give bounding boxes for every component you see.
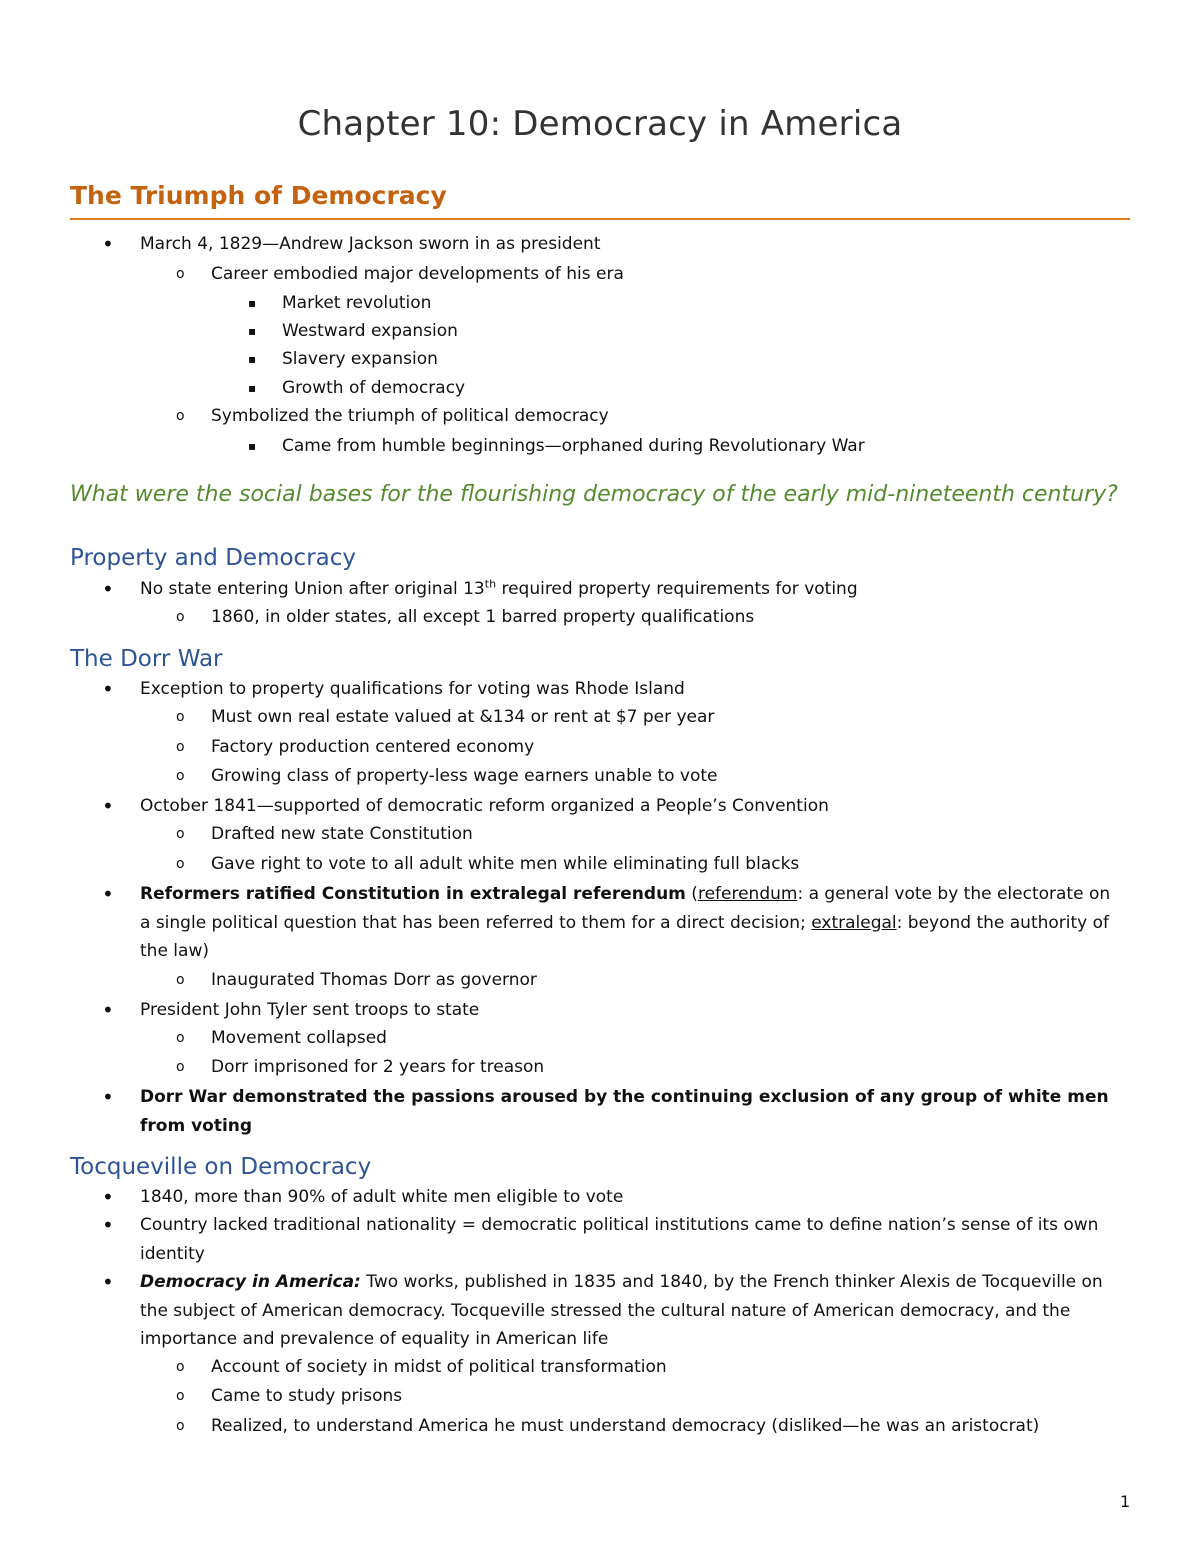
text: ( bbox=[685, 884, 698, 904]
list-item: 1840, more than 90% of adult white men eligible to vote bbox=[140, 1187, 624, 1207]
circle-bullet-icon: o bbox=[176, 768, 185, 784]
bullet-icon: • bbox=[102, 794, 114, 818]
tocqueville-heading: Tocqueville on Democracy bbox=[70, 1154, 372, 1180]
list-item: Growing class of property-less wage earners unable to vote bbox=[211, 766, 718, 786]
superscript: th bbox=[484, 577, 497, 591]
list-item: Came to study prisons bbox=[211, 1386, 403, 1406]
list-item: March 4, 1829—Andrew Jackson sworn in as president bbox=[140, 234, 601, 254]
circle-bullet-icon: o bbox=[176, 609, 185, 625]
text: required property requirements for voting bbox=[496, 579, 858, 599]
square-bullet-icon: ▪ bbox=[248, 439, 257, 453]
circle-bullet-icon: o bbox=[176, 709, 185, 725]
text: : a general vote by the electorate on a single political question that has been referred to them for a direct decision; bbox=[140, 884, 1111, 933]
page-title: Chapter 10: Democracy in America bbox=[297, 104, 903, 144]
list-item: Account of society in midst of political transformation bbox=[211, 1357, 667, 1377]
circle-bullet-icon: o bbox=[176, 408, 185, 424]
list-item: Factory production centered economy bbox=[211, 737, 535, 757]
bullet-icon: • bbox=[102, 232, 114, 256]
circle-bullet-icon: o bbox=[176, 266, 185, 282]
bullet-icon: • bbox=[102, 677, 114, 701]
circle-bullet-icon: o bbox=[176, 972, 185, 988]
circle-bullet-icon: o bbox=[176, 1059, 185, 1075]
list-item: Career embodied major developments of his era bbox=[211, 264, 624, 284]
circle-bullet-icon: o bbox=[176, 826, 185, 842]
text: : beyond the authority of the law) bbox=[140, 912, 1110, 961]
bold-text: Reformers ratified Constitution in extralegal referendum bbox=[140, 884, 686, 904]
circle-bullet-icon: o bbox=[176, 1388, 185, 1404]
list-item: Growth of democracy bbox=[282, 378, 466, 398]
bullet-icon: • bbox=[102, 1270, 114, 1294]
list-item: Inaugurated Thomas Dorr as governor bbox=[211, 970, 537, 990]
circle-bullet-icon: o bbox=[176, 1418, 185, 1434]
circle-bullet-icon: o bbox=[176, 856, 185, 872]
text: No state entering Union after original 13 bbox=[140, 579, 485, 599]
list-item: Symbolized the triumph of political democracy bbox=[211, 406, 609, 426]
list-item: Market revolution bbox=[282, 293, 432, 313]
book-title: Democracy in America: bbox=[140, 1272, 361, 1292]
list-item: Country lacked traditional nationality = democratic political institutions came to define nation’s sense of its own identity bbox=[140, 1215, 1099, 1264]
property-heading: Property and Democracy bbox=[70, 545, 357, 571]
list-item: Dorr War demonstrated the passions aroused by the continuing exclusion of any group of white men from voting bbox=[140, 1087, 1109, 1136]
question-heading: What were the social bases for the flourishing democracy of the early mid-nineteenth century? bbox=[70, 482, 1118, 507]
list-item: Dorr imprisoned for 2 years for treason bbox=[211, 1057, 545, 1077]
list-item: Movement collapsed bbox=[211, 1028, 387, 1048]
bullet-icon: • bbox=[102, 1185, 114, 1209]
bullet-icon: • bbox=[102, 1085, 114, 1109]
list-item: Exception to property qualifications for voting was Rhode Island bbox=[140, 679, 685, 699]
square-bullet-icon: ▪ bbox=[248, 296, 257, 310]
text: Two works, published in 1835 and 1840, by the French thinker Alexis de Tocqueville on the subject of American democracy. Tocqueville stressed the cultural nature of American democracy, and the importance and prevalence of equality in American life bbox=[140, 1272, 1103, 1349]
list-item: Slavery expansion bbox=[282, 349, 438, 369]
list-item: Drafted new state Constitution bbox=[211, 824, 473, 844]
circle-bullet-icon: o bbox=[176, 1030, 185, 1046]
term: referendum bbox=[697, 884, 798, 904]
bullet-icon: • bbox=[102, 577, 114, 601]
list-item bbox=[140, 1268, 1125, 1354]
list-item: Realized, to understand America he must understand democracy (disliked—he was an aristocrat) bbox=[211, 1416, 1040, 1436]
list-item: Came from humble beginnings—orphaned during Revolutionary War bbox=[282, 436, 865, 456]
square-bullet-icon: ▪ bbox=[248, 324, 257, 338]
circle-bullet-icon: o bbox=[176, 1359, 185, 1375]
list-item bbox=[140, 575, 858, 604]
page-number: 1 bbox=[1120, 1492, 1131, 1511]
list-item: President John Tyler sent troops to state bbox=[140, 1000, 480, 1020]
bullet-icon: • bbox=[102, 1213, 114, 1237]
bullet-icon: • bbox=[102, 998, 114, 1022]
list-item bbox=[140, 880, 1125, 966]
list-item: Westward expansion bbox=[282, 321, 458, 341]
section-heading: The Triumph of Democracy bbox=[70, 181, 1130, 220]
square-bullet-icon: ▪ bbox=[248, 352, 257, 366]
list-item: Must own real estate valued at &134 or rent at $7 per year bbox=[211, 707, 715, 727]
list-item: Gave right to vote to all adult white men while eliminating full blacks bbox=[211, 854, 800, 874]
term: extralegal bbox=[811, 912, 897, 933]
list-item: 1860, in older states, all except 1 barred property qualifications bbox=[211, 607, 755, 627]
bullet-icon: • bbox=[102, 882, 114, 906]
square-bullet-icon: ▪ bbox=[248, 381, 257, 395]
list-item: October 1841—supported of democratic reform organized a People’s Convention bbox=[140, 796, 829, 816]
dorr-heading: The Dorr War bbox=[70, 646, 223, 672]
circle-bullet-icon: o bbox=[176, 739, 185, 755]
